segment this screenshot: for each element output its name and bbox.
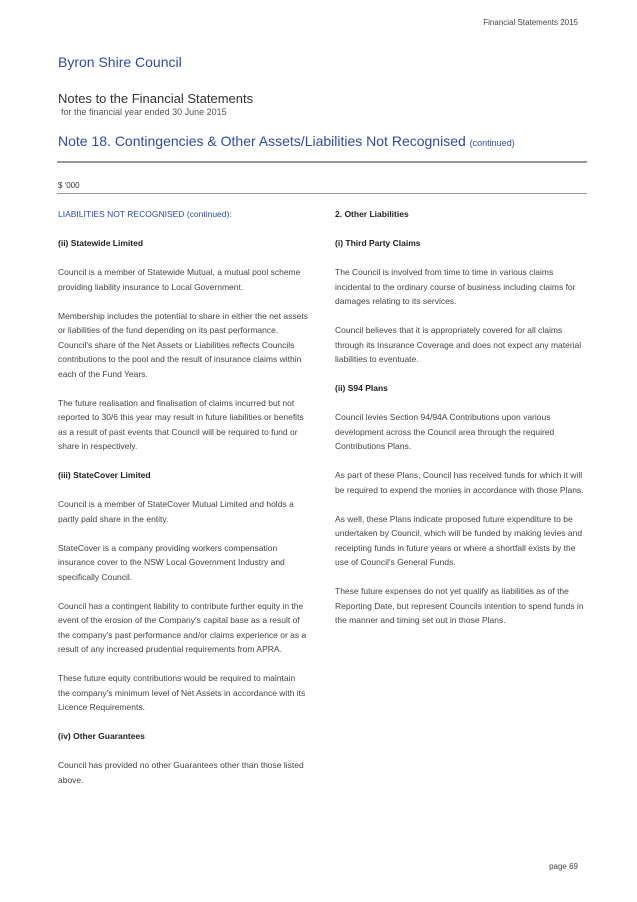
units-label: $ '000 (58, 181, 80, 190)
heading-statewide: (ii) Statewide Limited (58, 238, 144, 248)
paragraph: Council is a member of Statewide Mutual, a mutual pool scheme providing liability insurance to Local Government. (58, 267, 301, 292)
paragraph: The future realisation and finalisation of claims incurred but not reported to 30/6 this year may result in future liabilities or benefits as a result of past events that Council will be required to fund or share in respectively. (58, 397, 304, 451)
notes-subtitle: for the financial year ended 30 June 2015 (61, 107, 227, 117)
document-running-header: Financial Statements 2015 (483, 18, 578, 27)
left-column (58, 207, 308, 802)
paragraph: Council levies Section 94/94A Contributions upon various development across the Council area through the required Contributions Plans. (335, 412, 555, 451)
note-heading (58, 133, 515, 149)
section-title (58, 207, 308, 222)
note-heading-continued: (continued) (469, 138, 515, 148)
heading-statecover: (iii) StateCover Limited (58, 470, 151, 480)
heading-other-liabilities: 2. Other Liabilities (335, 209, 409, 219)
section-title-text: LIABILITIES NOT RECOGNISED (58, 209, 185, 219)
paragraph: Council is a member of StateCover Mutual Limited and holds a partly paid share in the entity. (58, 499, 294, 524)
notes-title: Notes to the Financial Statements (58, 91, 254, 106)
heading-third-party-claims: (i) Third Party Claims (335, 238, 421, 248)
section-title-continued: (continued): (186, 209, 232, 219)
paragraph: StateCover is a company providing workers compensation insurance cover to the NSW Local Government Industry and specifically Council. (58, 542, 285, 582)
heading-s94-plans: (ii) S94 Plans (335, 383, 388, 393)
council-name: Byron Shire Council (58, 54, 182, 70)
page-number: page 69 (549, 862, 578, 871)
paragraph: Council has a contingent liability to contribute further equity in the event of the erosion of the Company's capital base as a result of the company's past performance and/or claims experience or as a result of any increased prudential requirements from APRA. (58, 600, 307, 654)
paragraph: These future expenses do not yet qualify as liabilities as of the Reporting Date, but represent Councils intention to spend funds in the manner and timing set out in those Plans. (335, 586, 584, 625)
paragraph: These future equity contributions would be required to maintain the company's minimum level of Net Assets in accordance with its Licence Requirements. (58, 673, 306, 712)
right-column (335, 207, 585, 642)
paragraph: The Council is involved from time to time in various claims incidental to the ordinary course of business including claims for damages relating to its services. (335, 267, 576, 306)
heading-divider (57, 161, 587, 163)
heading-other-guarantees: (iv) Other Guarantees (58, 731, 145, 741)
paragraph: Membership includes the potential to share in either the net assets or liabilities of the fund depending on its past performance. Council's share of the Net Assets or Liabilities reflects Councils contributions to the pool and the result of insurance claims within each of the Fund Years. (58, 310, 308, 379)
paragraph: Council has provided no other Guarantees other than those listed above. (58, 760, 304, 785)
note-heading-text: Note 18. Contingencies & Other Assets/Liabilities Not Recognised (58, 133, 466, 149)
paragraph: Council believes that it is appropriately covered for all claims through its Insurance Coverage and does not expect any material liabilities to eventuate. (335, 325, 582, 364)
paragraph: As well, these Plans indicate proposed future expenditure to be undertaken by Council, which will be funded by making levies and receipting funds in future years or where a shortfall exists by the use of Council's General Funds. (335, 513, 583, 567)
units-divider (57, 193, 587, 194)
paragraph: As part of these Plans, Council has received funds for which it will be required to expend the monies in accordance with those Plans. (335, 470, 584, 495)
